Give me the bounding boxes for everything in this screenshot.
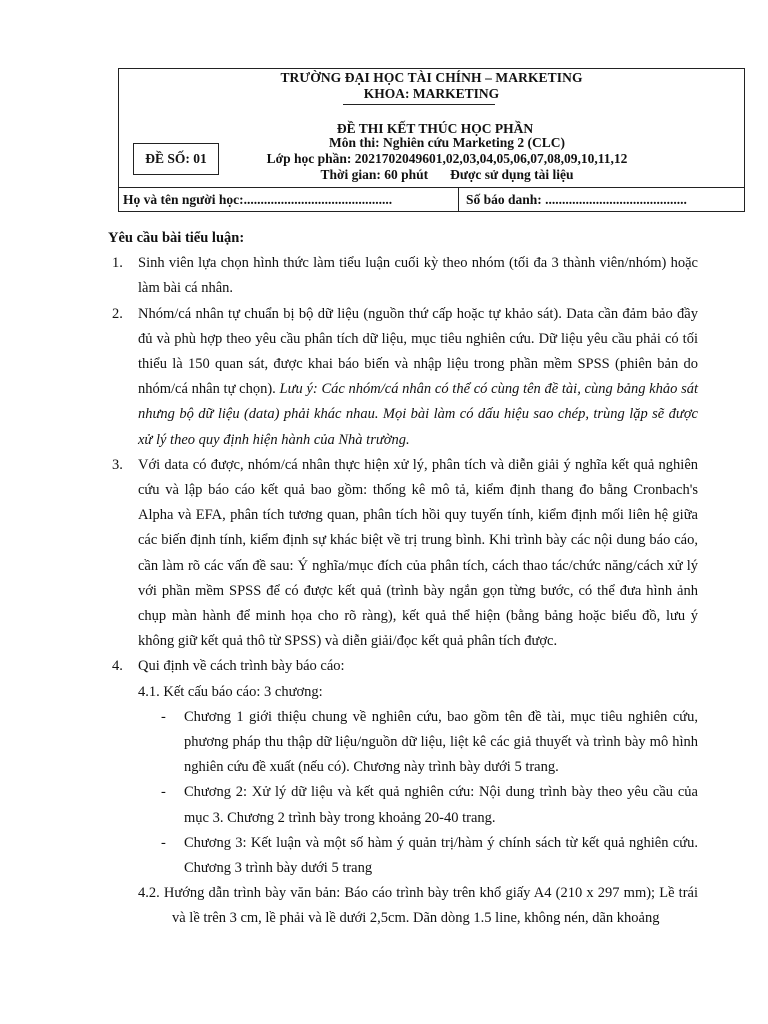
student-row-divider [458,188,459,212]
exam-body [104,226,698,932]
list-item-number: 2. [112,305,123,322]
student-name-field: Họ và tên người học:............................................ [123,192,393,207]
exam-header [118,68,745,212]
list-item-number: 1. [112,255,123,272]
chapter-text: Chương 1 giới thiệu chung về nghiên cứu, bao gồm tên đề tài, mục tiêu nghiên cứu, phương pháp thu thập dữ liệu/nguồn dữ liệu, liệt kê các giả thuyết và trình bày mô hình nghiên cứu đề xuất (nếu có). Chương này trình bày dưới 5 trang. [184,708,698,776]
list-item-text: Với data có được, nhóm/cá nhân thực hiện xử lý, phân tích và diễn giải ý nghĩa kết quả nghiên cứu và lập báo cáo kết quả bao gồm: thống kê mô tả, kiểm định thang đo bằng Cronbach's Alpha và EFA, phân tích tương quan, phân tích hồi quy tuyến tính, kiểm định mối liên hệ giữa các biến định tính, kiểm định sự khác biệt về trị trung bình. Khi trình bày các nội dung báo cáo, cần làm rõ các vấn đề sau: Ý nghĩa/mục đích của phân tích, cách thao tác/chức năng/cách xử lý với phần mềm SPSS để có được kết quả (trình bày ngắn gọn từng bước, có thể đưa hình ảnh chụp màn hành để minh họa cho rõ ràng), kết quả thể hiện (bằng bảng hoặc biểu đồ, lưu ý không giữ kết quả thô từ SPSS) và diễn giải/đọc kết quả phân tích được. [138,456,698,650]
requirements-heading: Yêu cầu bài tiểu luận: [108,230,245,246]
exam-duration-line [237,167,657,183]
format-guide: 4.2. Hướng dẫn trình bày văn bản: Báo cáo trình bày trên khổ giấy A4 (210 x 297 mm); Lề trái và lề trên 3 cm, lề phải và lề dưới 2,5cm. Dãn dòng 1.5 line, không nén, dãn khoảng [138,885,698,927]
list-item-text: Sinh viên lựa chọn hình thức làm tiểu luận cuối kỳ theo nhóm (tối đa 3 thành viên/nhóm) hoặc làm bài cá nhân. [138,255,698,297]
list-item [104,453,698,655]
chapter-text: Chương 2: Xử lý dữ liệu và kết quả nghiên cứu: Nội dung trình bày theo yêu cầu của mục 3. Chương 2 trình bày trong khoảng 20-40 trang. [184,784,698,826]
chapter-item [104,780,698,830]
exam-duration: Thời gian: 60 phút [320,167,429,182]
chapter-bullet: - [161,834,166,851]
structure-heading: 4.1. Kết cấu báo cáo: 3 chương: [138,683,323,700]
exam-subject: Môn thi: Nghiên cứu Marketing 2 (CLC) [328,135,566,150]
student-id-field: Số báo danh: .......................................... [466,192,687,207]
chapter-item [104,705,698,781]
list-item-text: Qui định về cách trình bày báo cáo: [138,658,345,675]
department-name: KHOA: MARKETING [363,86,500,101]
exam-number: ĐỀ SỐ: 01 [133,143,219,175]
student-info-row [118,187,745,213]
list-item [104,654,698,679]
list-item-number: 3. [112,456,123,473]
chapter-item [104,831,698,881]
list-item-text: Nhóm/cá nhân tự chuẩn bị bộ dữ liệu (nguồn thứ cấp hoặc tự khảo sát). Data cần đảm bảo đầy đủ và phù hợp theo yêu cầu phân tích dữ liệu, mục tiêu nghiên cứu. Dữ liệu yêu cầu phải có tối thiểu là 150 quan sát, được khai báo biến và nhập liệu trong phần mềm SPSS (phiên bản do nhóm/cá nhân tự chọn). [138,305,698,398]
list-item-note: Lưu ý: Các nhóm/cá nhân có thể có cùng tên đề tài, cùng bảng khảo sát nhưng bộ dữ liệu (data) phải khác nhau. Mọi bài làm có dấu hiệu sao chép, trùng lặp sẽ được xử lý theo quy định hiện hành của Nhà trường. [138,381,698,448]
department-underline [343,104,495,105]
chapter-text: Chương 3: Kết luận và một số hàm ý quản trị/hàm ý chính sách từ kết quả nghiên cứu. Chương 3 trình bày dưới 5 trang [184,834,698,877]
exam-materials: Được sử dụng tài liệu [450,167,574,182]
list-item-number: 4. [112,658,123,675]
chapter-bullet: - [161,708,166,725]
list-item [104,302,698,453]
university-name: TRƯỜNG ĐẠI HỌC TÀI CHÍNH – MARKETING [280,70,583,85]
exam-title: ĐỀ THI KẾT THÚC HỌC PHẦN [336,121,534,136]
chapter-bullet: - [161,784,166,801]
list-item [104,251,698,301]
exam-class-code: Lớp học phần: 2021702049601,02,03,04,05,06,07,08,09,10,11,12 [266,151,628,166]
